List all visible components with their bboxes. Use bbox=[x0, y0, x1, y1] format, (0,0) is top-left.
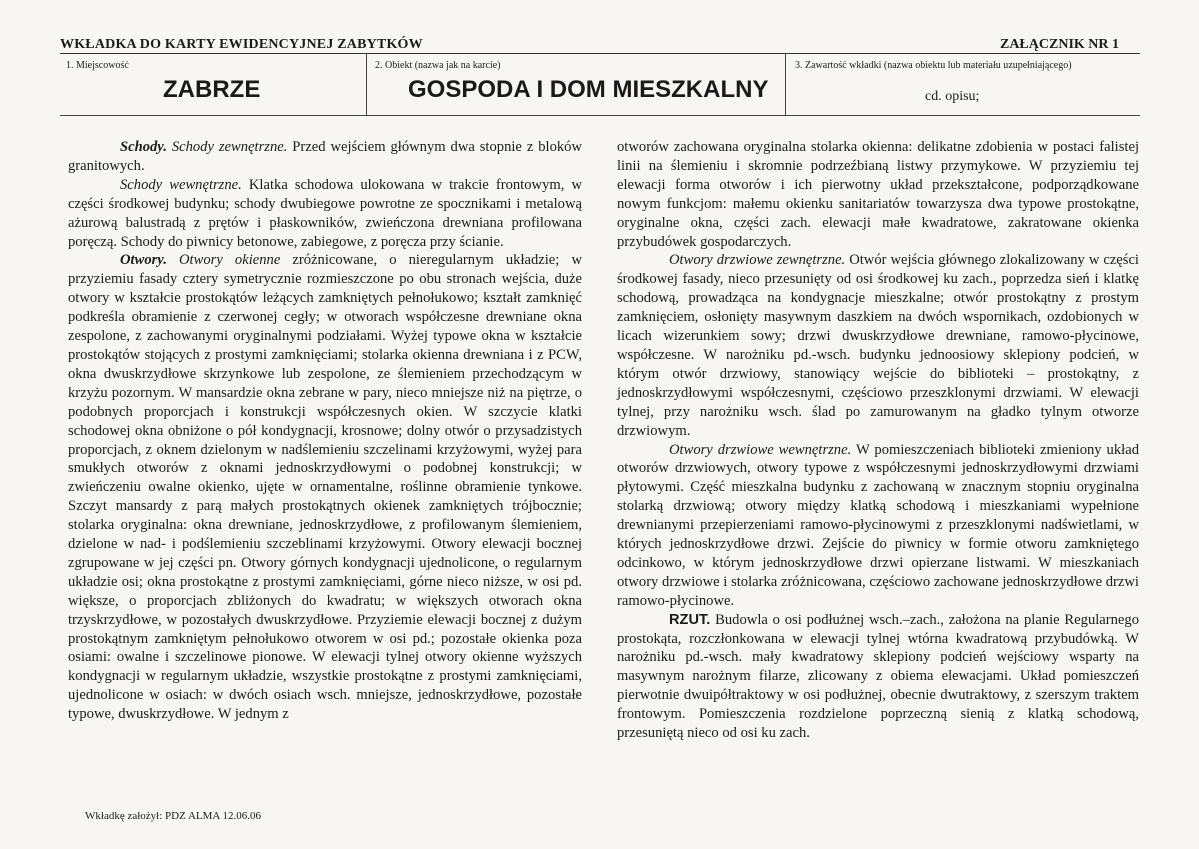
paragraph-rzut: RZUT. Budowla o osi podłużnej wsch.–zach., założona na planie Regularnego prostokąta, rozczłonkowana w elewacji tylnej wtórna kwadratową przybudówką. W narożniku pd.-wsch. mały kwadratowy sklepiony podcień wejściowy wsparty na masywnym narożnym filarze, zlicowany z obiema elewacjami. Układ pomieszczeń pierwotnie dwuipółtraktowy w osi podłużnej, obecnie dwutraktowy, z szerszym traktem frontowym. Pomieszczenia rozdzielone poprzeczną sienią z klatką schodową, przesuniętą nieco od osi ku zach. bbox=[617, 611, 1139, 742]
field-2-value: GOSPODA I DOM MIESZKALNY bbox=[408, 76, 769, 103]
paragraph-drzwi-zewnetrzne: Otwory drzwiowe zewnętrzne. Otwór wejścia głównego zlokalizowany w części środkowej fasady, nieco przesunięty od osi środkowej ku zach., poprzedza sień i klatkę schodową, prowadząca na kondygnacje mieszkalne; otwór prostokątny z prostym zamknięciem, osłonięty masywnym daszkiem na dwóch wspornikach, ozdobionych w licach wizerunkiem sowy; drzwi dwuskrzydłowe drewniane, ramowo-płycinowe, współczesne. W narożniku pd.-wsch. budynku jednoosiowy sklepiony podcień, w którym otwór drzwiowy, stanowiący wejście do biblioteki – prostokątny, z jednoskrzydłowymi współczesnymi, częściowo przeszklonymi drzwiami. W elewacji tylnej, przy narożniku wsch. ślad po zamurowanym na gładko tylnym otworze drzwiowym. bbox=[617, 252, 1139, 439]
header-rule-top bbox=[60, 53, 1140, 54]
paragraph-drzwi-wewnetrzne: Otwory drzwiowe wewnętrzne. W pomieszczeniach biblioteki zmieniony układ otworów drzwiowych, otwory typowe z współczesnymi jednoskrzydłowymi drzwiami płytowymi. Część mieszkalna budynku z zachowaną w znacznym stopniu oryginalna stolarką drzwiową; otwory między klatką schodową i mieszkaniami wypełnione drewnianymi przepierzeniami ramowo-płycinowymi z przeszklonymi nadświetlami, w których jednoskrzydłowe drzwi. Zejście do piwnicy w formie otworu zamkniętego odcinkowo, w którym jednoskrzydłowe drzwi opierzane listwami. W mieszkaniach otwory drzwiowe i stolarka zróżnicowana, częściowo zachowane jednoskrzydłowe drzwi ramowo-płycinowe. bbox=[617, 441, 1139, 609]
field-divider-1 bbox=[366, 53, 367, 115]
paragraph-schody: Schody. Schody zewnętrzne. Przed wejściem głównym dwa stopnie z bloków granitowych. bbox=[68, 139, 582, 174]
field-3-label: 3. Zawartość wkładki (nazwa obiektu lub materiału uzupełniającego) bbox=[795, 60, 1072, 71]
card-title: WKŁADKA DO KARTY EWIDENCYJNEJ ZABYTKÓW bbox=[60, 37, 423, 52]
field-1-value: ZABRZE bbox=[163, 76, 261, 103]
field-divider-2 bbox=[785, 53, 786, 115]
right-column bbox=[617, 138, 1139, 743]
paragraph-otwory: Otwory. Otwory okienne zróżnicowane, o nieregularnym układzie; w przyziemiu fasady cztery symetrycznie rozmieszczone po obu stronach wejścia, duże otwory w kształcie prostokątów leżących zamkniętych pełnołukowo; kształt zamknięć podkreśla obramienie z czerwonej cegły; w otworach współczesne drewniane okna zespolone, z zachowanymi oryginalnymi podziałami. Wyżej typowe okna w kształcie prostokątów stojących z prostymi zamknięciami; stolarka okienna drewniana i z PCW, okna dwuskrzydłowe skrzynkowe lub zespolone, ze ślemieniem przechodzącym w krzyżu pozornym. W mansardzie okna zebrane w pary, nieco mniejsze niż na piętrze, o podobnych proporcjach i konstrukcji współczesnych okien. W szczycie klatki schodowej okna obniżone o pół kondygnacji, krosnowe; dolny otwór o przysadzistych proporcjach, z oknem dzielonym w nadślemieniu szczelinami krzyżowymi, wyżej para smukłych otworów z oknami jednoskrzydłowymi o podobnej konstrukcji; w zwieńczeniu owalne okienko, ujęte w ornamentalne, roślinne obramienie tynkowe. Szczyt mansardy z parą małych prostokątnych okienek zamkniętych trójbocznie; stolarka oryginalna: okna drewniane, jednoskrzydłowe, z profilowanym ślemieniem, dzielone w nad- i podślemieniu szczeblinami krzyżowymi. Otwory elewacji bocznej zgrupowane w jej części pn. Otwory górnych kondygnacji ujednolicone, o regularnym układzie osi; okna prostokątne z prostymi zamknięciami, górne nieco niższe, w osi pd. większe, o proporcjach zbliżonych do kwadratu; w większych otworach okna trzyskrzydłowe, w pozostałych dwuskrzydłowe. Przyziemie elewacji bocznej z dużym prostokątnym zamkniętym pełnołukowo otworem w osi pd.; pozostałe okienka poza osiami: owalne i szczelinowe pionowe. W elewacji tylnej otwory okienne wyższych kondygnacji w regularnym układzie, wszystkie prostokątne z prostymi zamknięciami, ujednolicone w osiach: w dwóch osiach wsch. mniejsze, jednoskrzydłowe, pozostałe typowe, dwuskrzydłowe. W jednym z bbox=[68, 252, 582, 723]
annex-label: ZAŁĄCZNIK NR 1 bbox=[999, 37, 1119, 52]
field-2-label: 2. Obiekt (nazwa jak na karcie) bbox=[375, 60, 501, 71]
field-3-value: cd. opisu; bbox=[925, 89, 980, 104]
footer-author-note: Wkładkę założył: PDZ ALMA 12.06.06 bbox=[85, 810, 261, 822]
header-rule-bottom bbox=[60, 115, 1140, 116]
paragraph-continuation: otworów zachowana oryginalna stolarka okienna: delikatne zdobienia w postaci falistej linii na ślemieniu i skromnie podrzeźbianą listwy przymykowe. W przyziemiu tej elewacji forma otworów i ich pierwotny układ przekształcone, podporządkowane nowym funkcjom: małemu okienku sanitariatów towarzysza dwa typowe prostokątne, oryginalne okna, części zach. elewacji małe kwadratowe, zakratowane okienka przybudówek gospodarczych. bbox=[617, 139, 1139, 250]
left-column bbox=[68, 138, 582, 724]
field-1-label: 1. Miejscowość bbox=[66, 60, 129, 71]
paragraph-schody-wewnetrzne: Schody wewnętrzne. Klatka schodowa ulokowana w trakcie frontowym, w części środkowej budynku; schody dwubiegowe powrotne ze spocznikami i metalową ażurową balustradą z prętów i płaskowników, zwieńczona drewniana profilowana poręczą. Schody do piwnicy betonowe, zabiegowe, z poręcza przy ścianie. bbox=[68, 176, 582, 250]
